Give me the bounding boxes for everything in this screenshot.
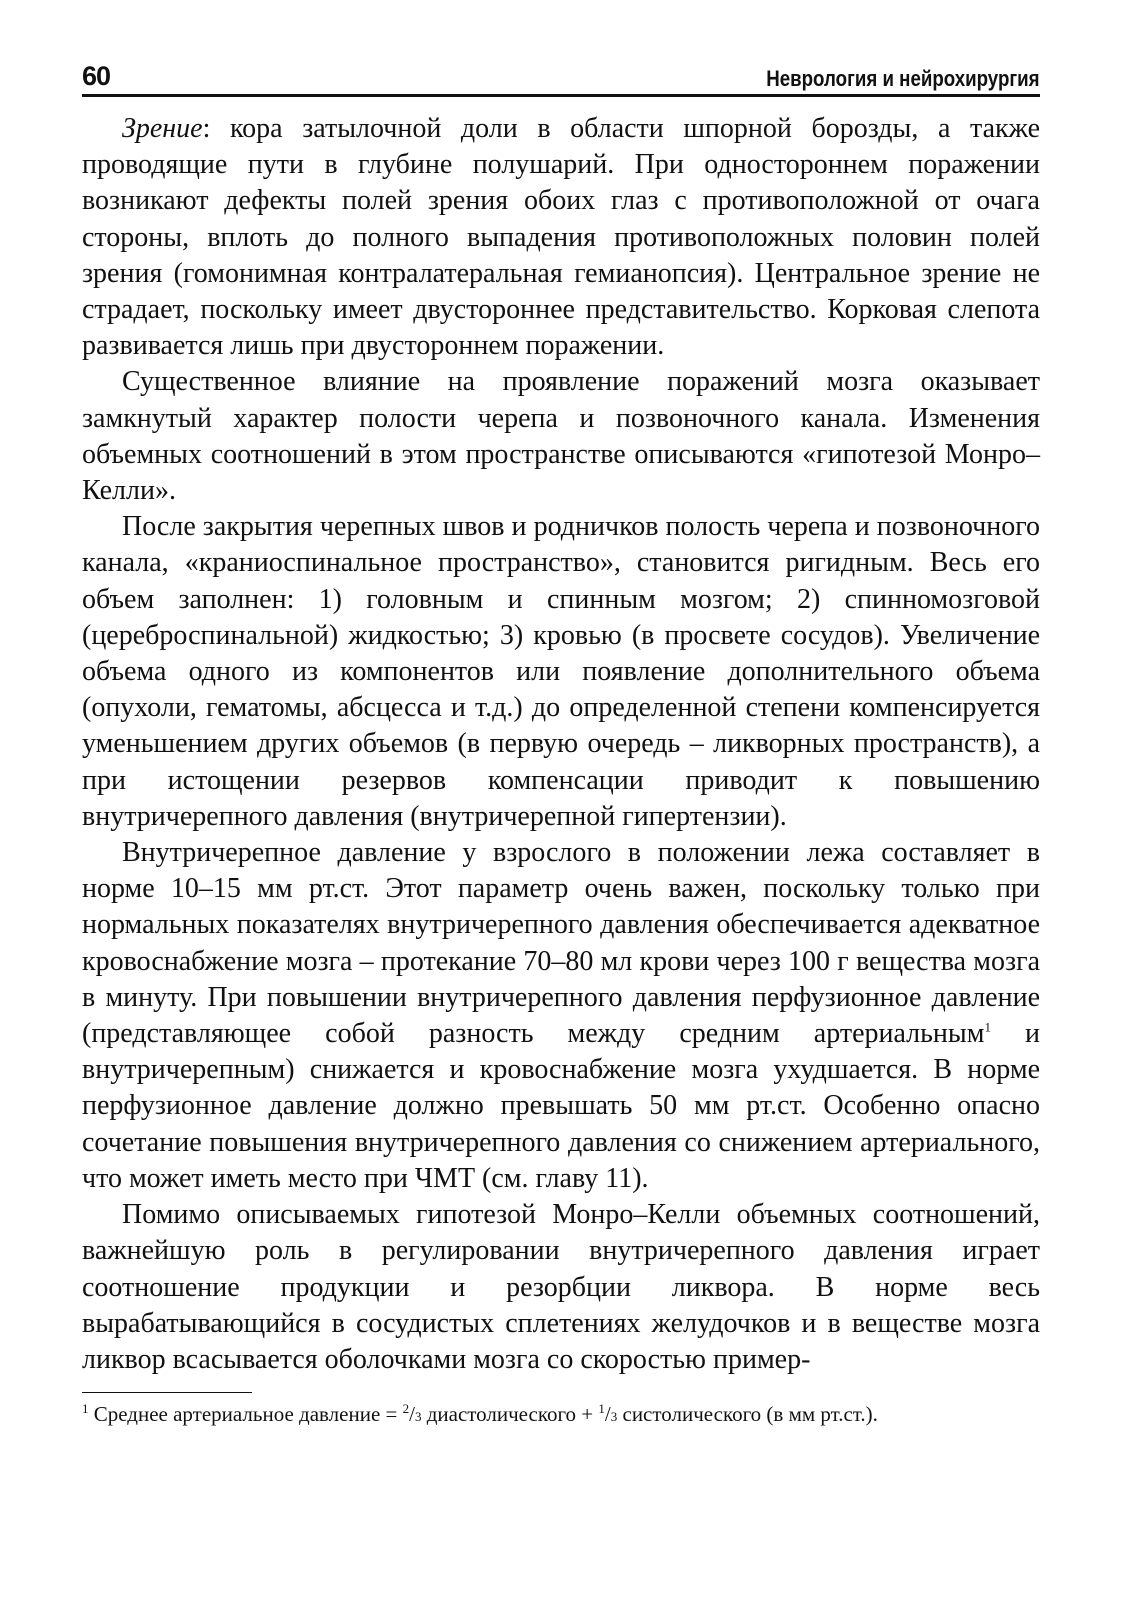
paragraph-text: Внутричерепное давление у взрослого в положении лежа составляет в норме 10–15 мм рт.ст. Этот параметр очень важен, поскольку только при нормальных показателях внутричерепного давления обеспечивается адекватное кровоснабжение мозга – протекание 70–80 мл крови через 100 г вещества мозга в минуту. При повышении внутричерепного давления перфузионное давление (представляющее собой разность между средним артериальным — [82, 837, 1040, 1050]
paragraph-text: и внутричерепным) снижается и кровоснабжение мозга ухудшается. В норме перфузионное давление должно превышать 50 мм рт.ст. Особенно опасно сочетание повышения внутричерепного давления со снижением артериального, что может иметь место при ЧМТ (см. главу 11). — [82, 1018, 1040, 1194]
book-page — [82, 58, 1040, 1430]
footnote-reference[interactable]: 1 — [984, 1019, 991, 1035]
italic-lead-term: Зрение — [122, 113, 203, 144]
paragraph-vision — [82, 111, 1040, 364]
fraction-numerator: 2 — [402, 1401, 410, 1417]
footnote-text: диастолического + — [421, 1402, 599, 1427]
fraction-denominator: 3 — [414, 1409, 422, 1425]
paragraph-text: : кора затылочной доли в области шпорной борозды, а также проводящие пути в глубине полушарий. При одностороннем поражении возникают дефекты полей зрения обоих глаз с противоположной от очага стороны, вплоть до полного выпадения противоположных половин полей зрения (гомонимная контралатеральная гемианопсия). Центральное зрение не страдает, поскольку имеет двустороннее представительство. Корковая слепота развивается лишь при двустороннем поражении. — [82, 113, 1040, 362]
running-head — [82, 58, 1040, 97]
running-title: Неврология и нейрохирургия — [766, 66, 1040, 91]
page-number: 60 — [82, 61, 111, 91]
footnote-text: систолического (в мм рт.ст.). — [617, 1402, 878, 1427]
paragraph-craniospinal-space: После закрытия черепных швов и родничков полость черепа и позвоночного канала, «краниоспинальное пространство», становится ригидным. Весь его объем заполнен: 1) головным и спинным мозгом; 2) спинномозговой (цереброспинальной) жидкостью; 3) кровью (в просвете сосудов). Увеличение объема одного из компонентов или появление дополнительного объема (опухоли, гематомы, абсцесса и т.д.) до определенной степени компенсируется уменьшением других объемов (в первую очередь – ликворных пространств), а при истощении резервов компенсации приводит к повышению внутричерепного давления (внутричерепной гипертензии). — [82, 511, 1040, 832]
paragraph-csf-regulation: Помимо описываемых гипотезой Монро–Келли объемных соотношений, важнейшую роль в регулировании внутричерепного давления играет соотношение продукции и резорбции ликвора. В норме весь вырабатывающийся в сосудистых сплетениях желудочков и в веществе мозга ликвор всасывается оболочками мозга со скоростью пример- — [82, 1199, 1040, 1375]
body-text — [82, 111, 1040, 1378]
paragraph-intracranial-pressure — [82, 835, 1040, 1197]
footnote: $^1$ Среднее артериальное давление = $^2$/3 диастолического + $^1$/3 систолического (в мм рт.ст.). — [82, 1401, 878, 1427]
fraction-numerator: 1 — [598, 1401, 605, 1417]
paragraph-monro-kellie: Существенное влияние на проявление поражений мозга оказывает замкнутый характер полости черепа и позвоночного канала. Изменения объемных соотношений в этом пространстве описываются «гипотезой Монро–Келли». — [82, 366, 1040, 507]
footnote-divider — [82, 1392, 252, 1393]
footnote-text: Среднее артериальное давление = — [88, 1402, 403, 1427]
fraction-denominator: 3 — [610, 1409, 618, 1425]
footnote-marker: 1 — [82, 1401, 89, 1417]
